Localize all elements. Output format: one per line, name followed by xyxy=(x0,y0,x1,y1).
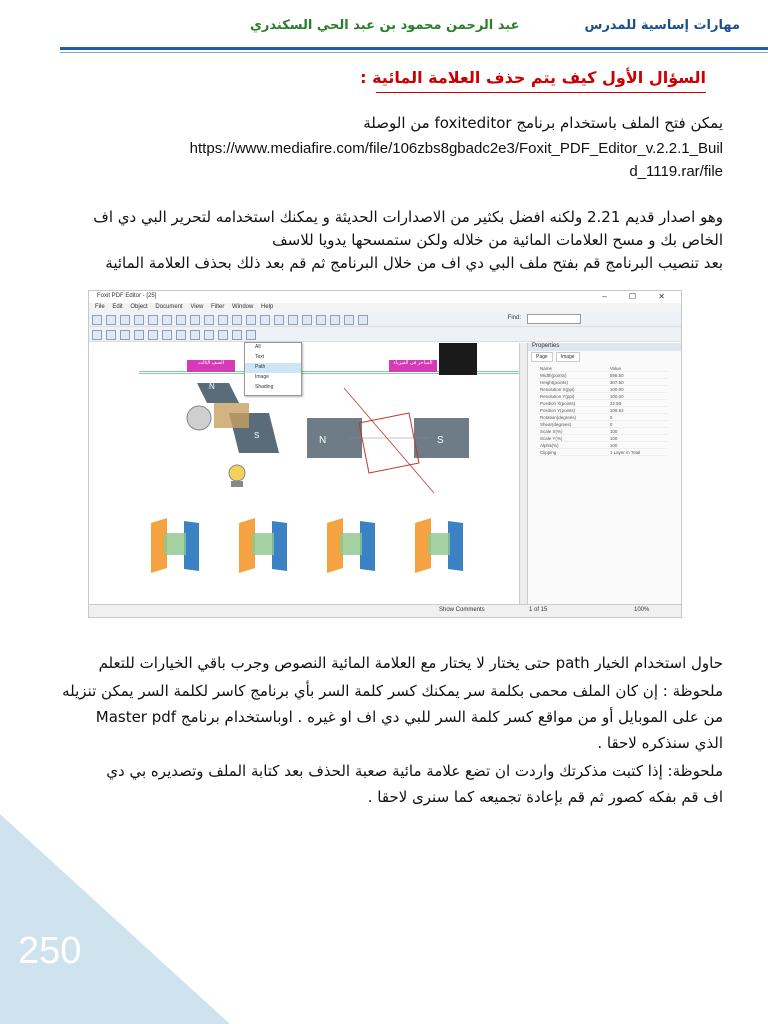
tool-icon[interactable] xyxy=(190,330,200,340)
prop-value[interactable]: 100.00 xyxy=(608,386,668,393)
paragraph-line: من على الموبايل أو من مواقع كسر كلمة السر للبي دي اف او غيره . اوباستخدام برنامج Master pdf xyxy=(95,708,723,726)
header-rule xyxy=(60,47,768,50)
prop-value[interactable]: 32.50 xyxy=(608,400,668,407)
table-row xyxy=(538,414,668,421)
prop-name: Rotation(degrees) xyxy=(538,414,608,421)
prop-name: Scale X(%) xyxy=(538,428,608,435)
prop-value[interactable]: 100 xyxy=(608,435,668,442)
prop-name: Height(points) xyxy=(538,379,608,386)
prop-value[interactable]: 1 Layer in Total xyxy=(608,449,668,456)
document-canvas xyxy=(89,343,519,605)
table-row xyxy=(538,442,668,449)
motor-figure xyxy=(415,518,463,573)
menu-document[interactable]: Document xyxy=(155,304,183,310)
prop-name: Position X(points) xyxy=(538,400,608,407)
table-row xyxy=(538,372,668,379)
zoom-in-icon[interactable] xyxy=(218,315,228,325)
pole-label: N xyxy=(209,382,215,391)
paste-icon[interactable] xyxy=(176,315,186,325)
paragraph-line: ملحوظة: إذا كتبت مذكرتك واردت ان تضع علامة مائية صعبة الحذف بعد كتابة الملف وتصديره بي دي xyxy=(106,762,723,780)
download-link-cont[interactable]: d_1119.rar/file xyxy=(629,163,723,180)
tool-icon[interactable] xyxy=(92,330,102,340)
col-header: Name xyxy=(538,365,608,372)
dropdown-option-path[interactable]: Path xyxy=(245,363,301,373)
prop-name: Shear(degrees) xyxy=(538,421,608,428)
menu-help[interactable]: Help xyxy=(261,304,274,310)
prop-value[interactable]: 595.50 xyxy=(608,372,668,379)
prop-value[interactable]: 307.50 xyxy=(608,379,668,386)
first-page-icon[interactable] xyxy=(246,315,256,325)
new-icon[interactable] xyxy=(92,315,102,325)
lamp xyxy=(229,465,245,481)
menu-object[interactable]: Object xyxy=(130,304,148,310)
window-controls[interactable]: – ☐ ✕ xyxy=(602,292,675,301)
tool-icon[interactable] xyxy=(106,330,116,340)
coil xyxy=(214,403,249,428)
table-row xyxy=(538,393,668,400)
table-row xyxy=(538,400,668,407)
paragraph-line: الذي سنذكره لاحقا . xyxy=(597,734,723,752)
redo-icon[interactable] xyxy=(204,315,214,325)
tool-icon[interactable] xyxy=(176,330,186,340)
lamp-base xyxy=(231,481,243,487)
show-comments-checkbox[interactable]: Show Comments xyxy=(439,607,485,613)
table-row xyxy=(538,421,668,428)
paragraph-line: وهو اصدار قديم 2.21 ولكنه افضل بكثير من الاصدارات الحديثة و يمكنك استخدامه لتحرير البي دي اف xyxy=(93,208,723,226)
prop-name: Position Y(points) xyxy=(538,407,608,414)
commutator xyxy=(187,406,211,430)
watermark-label: الصف الثالث xyxy=(187,360,235,372)
table-row xyxy=(538,386,668,393)
status-bar xyxy=(89,604,681,617)
find-input[interactable] xyxy=(527,314,581,324)
pole-label: N xyxy=(319,435,327,446)
menu-filter[interactable]: Filter xyxy=(210,304,225,310)
paragraph-line: اف قم بفكه كصور ثم قم بإعادة تجميعه كما سنرى لاحقا . xyxy=(367,788,723,806)
window-title: Foxit PDF Editor - [25] xyxy=(97,293,157,299)
menu-file[interactable]: File xyxy=(95,304,105,310)
corner-decoration xyxy=(0,814,230,1024)
cut-icon[interactable] xyxy=(148,315,158,325)
tool-icon[interactable] xyxy=(162,330,172,340)
table-row xyxy=(538,449,668,456)
header-rule-thin xyxy=(60,52,768,53)
prop-name: Clipping xyxy=(538,449,608,456)
motor-figure xyxy=(239,518,287,573)
tool-icon[interactable] xyxy=(148,330,158,340)
prop-name: Alpha(%) xyxy=(538,442,608,449)
toolbar-main xyxy=(89,312,681,327)
paragraph-line: بعد تنصيب البرنامج قم بفتح ملف البي دي اف من خلال البرنامج ثم قم بعد ذلك بحذف العلامة المائية xyxy=(105,254,723,272)
tool-icon[interactable] xyxy=(120,330,130,340)
col-header: Value xyxy=(608,365,668,372)
prev-page-icon[interactable] xyxy=(260,315,270,325)
toolbar-edit xyxy=(89,327,681,342)
menu-view[interactable]: View xyxy=(190,304,204,310)
dropdown-option-text[interactable]: Text xyxy=(255,354,265,360)
tab-image[interactable]: Image xyxy=(556,352,580,362)
prop-value[interactable]: 100.00 xyxy=(608,393,668,400)
page-header xyxy=(0,0,768,56)
zoom-out-icon[interactable] xyxy=(232,315,242,325)
page-number: 250 xyxy=(18,930,82,972)
next-page-icon[interactable] xyxy=(274,315,284,325)
dropdown-option-shading[interactable]: Shading xyxy=(255,384,274,390)
properties-title: Properties xyxy=(528,343,681,351)
window-titlebar xyxy=(89,291,681,303)
prop-value[interactable]: 109.52 xyxy=(608,407,668,414)
save-icon[interactable] xyxy=(120,315,130,325)
prop-value[interactable]: 100 xyxy=(608,428,668,435)
prop-name: Resolution X(ppi) xyxy=(538,386,608,393)
tool-icon[interactable] xyxy=(134,330,144,340)
tool-icon[interactable] xyxy=(330,315,340,325)
pole-label: S xyxy=(254,431,260,440)
app-screenshot xyxy=(88,290,682,618)
print-icon[interactable] xyxy=(134,315,144,325)
properties-tabs xyxy=(528,351,681,362)
undo-icon[interactable] xyxy=(190,315,200,325)
header-author: عبد الرحمن محمود بن عبد الحي السكندري xyxy=(250,18,520,33)
prop-name: Width(points) xyxy=(538,372,608,379)
prop-value[interactable]: 0 xyxy=(608,421,668,428)
tool-icon[interactable] xyxy=(246,330,256,340)
watermark-label: الساحر في الفيزياء xyxy=(389,360,437,372)
tool-icon[interactable] xyxy=(302,315,312,325)
table-row xyxy=(538,435,668,442)
question-title-underline xyxy=(376,92,706,93)
open-icon[interactable] xyxy=(106,315,116,325)
motor-figure xyxy=(327,518,375,573)
tool-icon[interactable] xyxy=(204,330,214,340)
page-indicator[interactable]: 1 of 15 xyxy=(529,607,548,613)
table-row xyxy=(538,428,668,435)
tool-icon[interactable] xyxy=(344,315,354,325)
select-filter-icon[interactable] xyxy=(232,330,242,340)
tool-icon[interactable] xyxy=(218,330,228,340)
dropdown-option-all[interactable]: All xyxy=(255,344,261,350)
prop-value[interactable]: 100 xyxy=(608,442,668,449)
prop-name: Scale Y(%) xyxy=(538,435,608,442)
dropdown-option-image[interactable]: Image xyxy=(255,374,269,380)
menu-window[interactable]: Window xyxy=(232,304,254,310)
tool-icon[interactable] xyxy=(358,315,368,325)
tab-page[interactable]: Page xyxy=(531,352,553,362)
pole-label: S xyxy=(437,435,444,446)
physics-diagram xyxy=(89,343,519,605)
paragraph-line: يمكن فتح الملف باستخدام برنامج foxiteditor من الوصلة xyxy=(363,114,723,132)
properties-panel xyxy=(527,343,681,605)
armature-loop xyxy=(359,413,419,473)
magnet-pole xyxy=(197,383,239,403)
table-row xyxy=(538,379,668,386)
last-page-icon[interactable] xyxy=(288,315,298,325)
prop-value[interactable]: 0 xyxy=(608,414,668,421)
menu-edit[interactable]: Edit xyxy=(112,304,123,310)
object-filter-dropdown[interactable] xyxy=(244,342,302,396)
paragraph-line: ملحوظة : إن كان الملف محمى بكلمة سر يمكنك كسر كلمة السر بأي برنامج كاسر لكلمة السر يمكن تنزيله xyxy=(62,682,723,700)
zoom-level[interactable]: 100% xyxy=(634,607,650,613)
menu-bar xyxy=(89,303,681,312)
tool-icon[interactable] xyxy=(316,315,326,325)
question-title: السؤال الأول كيف يتم حذف العلامة المائية : xyxy=(360,68,706,87)
paragraph-line: الخاص بك و مسح العلامات المائية من خلاله ولكن ستمسحها يدويا للاسف xyxy=(272,231,723,249)
paragraph-line: حاول استخدام الخيار path حتى يختار لا يختار مع العلامة المائية النصوص وجرب باقي الخيارات للتعلم xyxy=(98,654,723,672)
prop-name: Resolution Y(ppi) xyxy=(538,393,608,400)
copy-icon[interactable] xyxy=(162,315,172,325)
find-label: Find: xyxy=(507,315,521,321)
header-title: مهارات إساسية للمدرس xyxy=(584,18,740,33)
properties-table xyxy=(538,365,668,456)
motor-figure xyxy=(151,518,199,573)
download-link[interactable]: https://www.mediafire.com/file/106zbs8gbadc2e3/Foxit_PDF_Editor_v.2.2.1_Buil xyxy=(189,140,723,157)
table-row xyxy=(538,407,668,414)
